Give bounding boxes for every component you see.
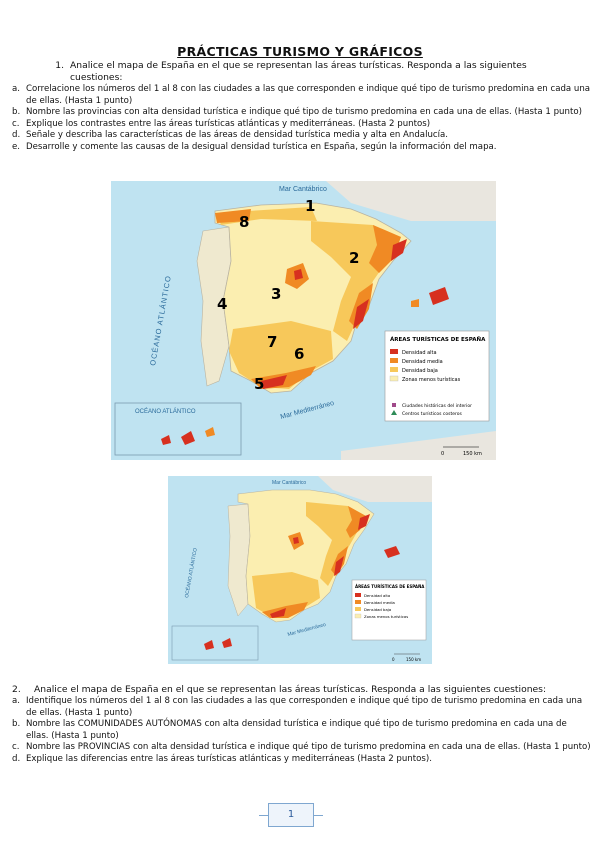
tourism-map-small <box>168 476 432 664</box>
question-2-number: 2. <box>12 684 21 695</box>
small-legend-label: Densidad baja <box>364 607 392 612</box>
question-1-text: Analice el mapa de España en el que se representan las áreas turísticas. Responda a las siguientes cuestiones: <box>70 60 527 83</box>
scale-start: 0 <box>441 451 445 457</box>
question-1-items <box>12 84 592 153</box>
map-number-1: 1 <box>305 197 316 215</box>
map-number-5: 5 <box>254 375 265 393</box>
legend-label: Densidad baja <box>402 368 438 374</box>
page-number: 1 <box>268 803 314 827</box>
map-legend <box>385 331 489 421</box>
q1-item: e. Desarrolle y comente las causas de la desigual densidad turística en España, según la información del mapa. <box>12 141 497 152</box>
small-legend-label: Zonas menos turísticas <box>364 614 409 619</box>
page-title: PRÁCTICAS TURISMO Y GRÁFICOS <box>177 44 423 59</box>
q2-item: b. Nombre las COMUNIDADES AUTÓNOMAS con alta densidad turística e indique qué tipo de turismo predomina en cada una de ellas. (Hasta 1 punto) <box>12 719 567 741</box>
q2-item: d. Explique las diferencias entre las áreas turísticas atlánticas y mediterráneas (Hasta 2 puntos). <box>12 753 432 764</box>
legend-symbol-label: Ciudades históricas del interior <box>402 404 472 409</box>
small-legend-label: Densidad media <box>364 600 395 605</box>
q1-item: c. Explique los contrastes entre las áreas turísticas atlánticas y mediterráneas. (Hasta 2 puntos) <box>12 118 431 129</box>
small-scale-start: 0 <box>392 657 395 662</box>
map-number-6: 6 <box>294 345 305 363</box>
small-sea-label-cantabrico: Mar Cantábrico <box>272 480 307 486</box>
question-1-number: 1. <box>55 60 64 71</box>
q1-item: d. Señale y describa las características de las áreas de densidad turística media y alta en Andalucía. <box>12 130 449 140</box>
map-number-8: 8 <box>239 213 250 231</box>
question-1-intro <box>36 60 556 84</box>
sea-label-mediterraneo: Mar Mediterráneo <box>279 399 335 421</box>
small-map-legend <box>352 580 426 640</box>
small-ocean-label: OCÉANO ATLÁNTICO <box>184 547 199 599</box>
legend-label: Densidad media <box>402 359 443 365</box>
scale-end: 150 km <box>463 451 482 457</box>
map-number-3: 3 <box>271 285 282 303</box>
legend-title: ÁREAS TURÍSTICAS DE ESPAÑA <box>390 337 486 343</box>
inset-ocean-label: OCÉANO ATLÁNTICO <box>135 409 196 415</box>
legend-label: Zonas menos turísticas <box>402 377 461 383</box>
tourism-map-large <box>111 181 496 460</box>
q1-item: b. Nombre las provincias con alta densidad turística e indique qué tipo de turismo predomina en cada una de ellas. (Hasta 1 punto) <box>12 107 582 117</box>
small-legend-label: Densidad alta <box>364 593 391 598</box>
small-legend-title: ÁREAS TURÍSTICAS DE ESPAÑA <box>355 584 425 589</box>
legend-label: Densidad alta <box>402 350 437 356</box>
sea-label-cantabrico: Mar Cantábrico <box>279 186 327 193</box>
small-sea-label-mediterraneo: Mar Mediterráneo <box>286 621 327 638</box>
q2-item: c. Nombre las PROVINCIAS con alta densidad turística e indique qué tipo de turismo predomina en cada una de ellas. (Hasta 1 punto) <box>12 742 591 752</box>
map-number-7: 7 <box>267 333 278 351</box>
ocean-label: OCÉANO ATLÁNTICO <box>148 274 173 367</box>
small-scale-end: 150 km <box>406 657 422 662</box>
q2-item: a. Identifique los números del 1 al 8 con las ciudades a las que corresponden e indique qué tipo de turismo predomina en cada una de ellas. (Hasta 1 punto) <box>12 696 583 718</box>
legend-symbol-label: Centros turísticos costeros <box>402 412 462 417</box>
question-2 <box>12 684 592 765</box>
question-2-text: Analice el mapa de España en el que se representan las áreas turísticas. Responda a las siguientes cuestiones: <box>34 684 547 695</box>
map-number-2: 2 <box>349 249 360 267</box>
q1-item: a. Correlacione los números del 1 al 8 con las ciudades a las que corresponden e indique qué tipo de turismo predomina en cada una de ellas. (Hasta 1 punto) <box>12 84 591 106</box>
map-number-4: 4 <box>217 295 228 313</box>
